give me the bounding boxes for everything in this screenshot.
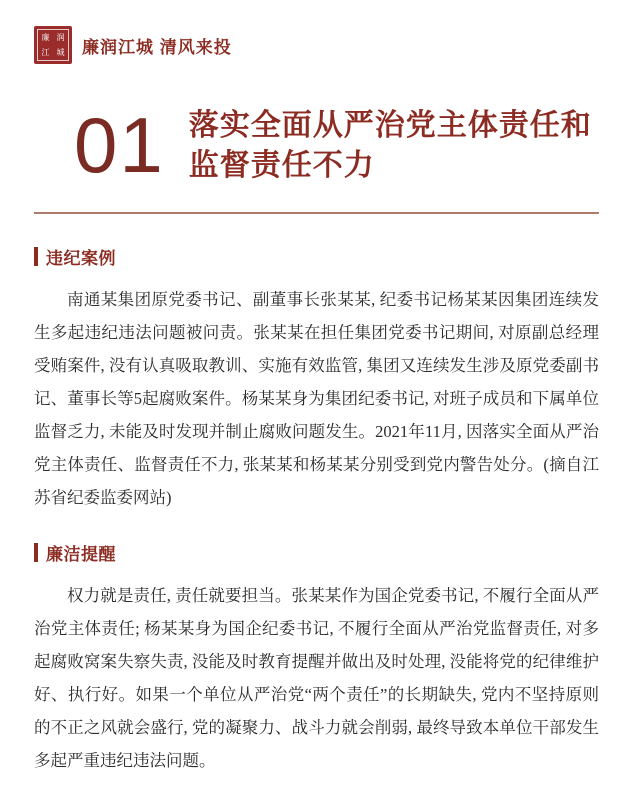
section-title: 廉洁提醒	[46, 544, 116, 564]
seal-char-3: 江	[41, 47, 50, 57]
seal-char-4: 城	[56, 47, 65, 57]
section-accent-bar	[34, 543, 38, 562]
hero-divider	[34, 212, 599, 214]
section-violation-case	[34, 244, 599, 514]
section-heading-row	[34, 244, 599, 269]
seal-char-1: 廉	[41, 32, 50, 42]
section-integrity-reminder	[34, 540, 599, 777]
section-body: 权力就是责任, 责任就要担当。张某某作为国企党委书记, 不履行全面从严治党主体责任; 杨某某身为国企纪委书记, 不履行全面从严治党监督责任, 对多起腐败窝案失察失责, 没能及时教育提醒并做出及时处理, 没能将党的纪律维护好、执行好。如果一个单位从严治党“两个责任”的长期缺失, 党内不坚持原则的不正之风就会盛行, 党的凝聚力、战斗力就会削弱, 最终导致本单位干部发生多起严重违纪违法问题。	[34, 585, 599, 770]
seal-stamp-icon	[34, 26, 72, 64]
page-title: 落实全面从严治党主体责任和监督责任不力	[188, 109, 592, 182]
hero-banner	[34, 101, 599, 190]
section-title: 违纪案例	[46, 248, 116, 268]
seal-char-2: 润	[56, 32, 65, 42]
section-accent-bar	[34, 247, 38, 266]
section-heading-row	[34, 540, 599, 565]
section-number: 01	[74, 101, 165, 190]
brand-header	[34, 0, 599, 64]
brand-title: 廉润江城 清风来投	[82, 37, 232, 57]
section-body: 南通某集团原党委书记、副董事长张某某, 纪委书记杨某某因集团连续发生多起违纪违法问题被问责。张某某在担任集团党委书记期间, 对原副总经理受贿案件, 没有认真吸取教训、实施有效监管, 集团又连续发生涉及原党委副书记、董事长等5起腐败案件。杨某某身为集团纪委书记, 对班子成员和下属单位监督乏力, 未能及时发现并制止腐败问题发生。2021年11月, 因落实全面从严治党主体责任、监督责任不力, 张某某和杨某某分别受到党内警告处分。(摘自江苏省纪委监委网站)	[34, 289, 599, 507]
